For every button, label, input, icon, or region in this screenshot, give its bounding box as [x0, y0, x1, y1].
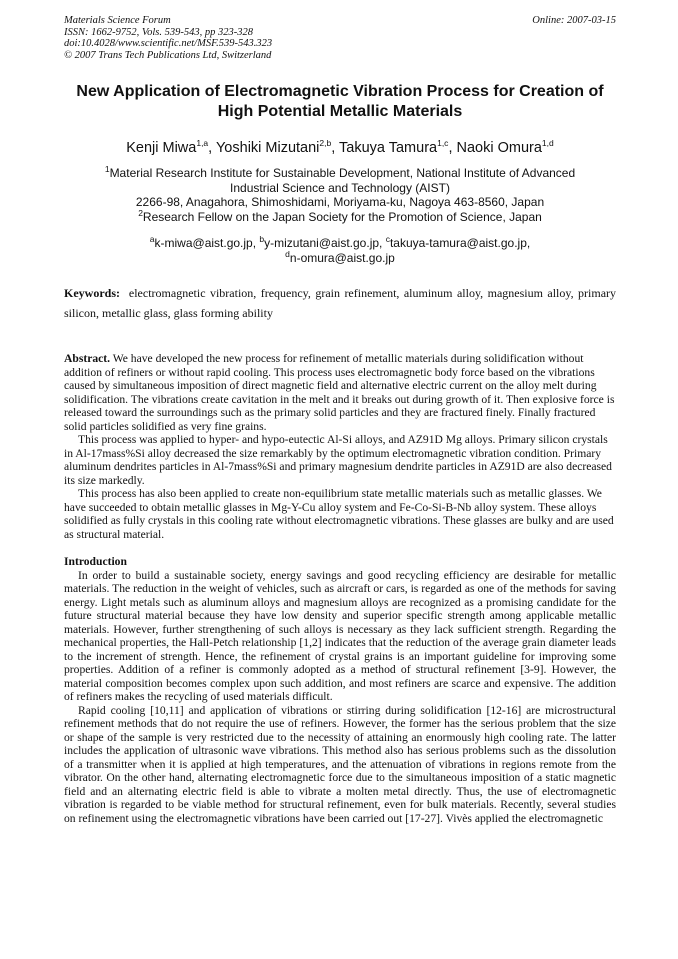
- online-date: Online: 2007-03-15: [532, 15, 616, 26]
- author-emails: [64, 236, 616, 265]
- affiliation-1-line-3: 2266-98, Anagahora, Shimoshidami, Moriyama-ku, Nagoya 463-8560, Japan: [135, 195, 545, 209]
- email-link[interactable]: k-miwa@aist.go.jp,: [154, 236, 260, 250]
- abstract-paragraph: This process was applied to hyper- and hypo-eutectic Al-Si alloys, and AZ91D Mg alloys. Primary silicon crystals in Al-17mass%Si alloy decreased the size remarkably by the optimum electromagnetic vibration condition. Primary aluminum dendrites particles in Al-7mass%Si and primary magnesium dendrite particles in AZ91D are also decreased its size markedly.: [64, 433, 612, 487]
- keywords-text: electromagnetic vibration, frequency, grain refinement, aluminum alloy, magnesium alloy, primary silicon, metallic glass, glass forming ability: [64, 286, 617, 320]
- section-heading-introduction: Introduction: [64, 555, 127, 568]
- email-mark: a: [149, 234, 155, 244]
- author-list: [64, 139, 616, 157]
- paper-body: [64, 352, 616, 825]
- author-separator: ,: [331, 140, 340, 156]
- author-separator: ,: [448, 140, 457, 156]
- email-link[interactable]: takuya-tamura@aist.go.jp,: [389, 236, 531, 250]
- journal-header: [64, 15, 616, 61]
- abstract-paragraph: This process has also been applied to create non-equilibrium state metallic materials such as metallic glasses. We have succeeded to obtain metallic glasses in Mg-Y-Cu alloy system and Fe-Co-Si-B-Nb alloy system. These alloys solidified as fully crystals in this cooling rate without electromagnetic vibrations. These glasses are bulky and are used as structural material.: [64, 487, 614, 541]
- abstract-paragraph: [64, 352, 616, 433]
- email-link[interactable]: y-mizutani@aist.go.jp,: [264, 236, 386, 250]
- author-affiliation-mark: 1,c: [437, 138, 449, 149]
- journal-name: Materials Science Forum: [64, 15, 171, 26]
- author-name: Takuya Tamura: [339, 140, 438, 156]
- email-link[interactable]: n-omura@aist.go.jp: [289, 250, 395, 265]
- abstract-text: We have developed the new process for refinement of metallic materials during solidification without addition of refiners or without rapid cooling. This process uses electromagnetic body force based on the vibrations caused by simultaneous imposition of direct magnetic field and alternative electric current on the alloy melt during solidification. The vibrations create cavitation in the melt and it breaks out during growth of it. Then explosive force is released toward the surroundings such as the primary solid particles and they are fractured finely. Finally fractured solid particles solidified as very fine grains.: [64, 352, 615, 433]
- affiliation-1-line-1: Material Research Institute for Sustainable Development, National Institute of Advanced: [109, 166, 576, 180]
- paper-title: New Application of Electromagnetic Vibration Process for Creation of High Potential Metallic Materials: [76, 83, 604, 120]
- author-affiliation-mark: 1,d: [541, 138, 554, 149]
- affiliation-1-line-2: Industrial Science and Technology (AIST): [230, 180, 450, 195]
- keywords-block: [64, 283, 616, 323]
- affiliation-1: [64, 166, 616, 210]
- keywords-label: Keywords:: [64, 286, 120, 300]
- author-name: Naoki Omura: [456, 140, 542, 156]
- copyright-line: © 2007 Trans Tech Publications Ltd, Switzerland: [64, 49, 272, 61]
- author-separator: ,: [208, 140, 216, 156]
- author-affiliation-mark: 2,b: [319, 138, 332, 149]
- doi-line: doi:10.4028/www.scientific.net/MSF.539-543.323: [64, 38, 273, 49]
- affiliation-mark: 2: [138, 208, 143, 218]
- introduction-paragraph: Rapid cooling [10,11] and application of vibrations or stirring during solidification [12-16] are microstructural refinement methods that do not require the use of refiners. However, the former has the serious problem that the size or shape of the sample is very restricted due to the necessity of attaining an enormously high cooling rate. The latter includes the application of ultrasonic wave vibrations. This method also has serious problems such as the dissolution of a transmitter when it is applied at high temperatures, and the attenuation of vibrations in regions remote from the vibrator. On the other hand, alternating electromagnetic force due to the simultaneous imposition of a static magnetic field and an alternating electric field is able to vibrate a molten metal directly. Thus, the use of electromagnetic vibration is regarded to be viable method for structural refinement, even for bulk materials. Recently, several studies on refinement using the electromagnetic vibrations have been carried out [17-27]. Vivès applied the electromagnetic: [64, 703, 616, 825]
- issn-line: ISSN: 1662-9752, Vols. 539-543, pp 323-328: [64, 26, 253, 38]
- affiliation-2: [64, 210, 616, 225]
- email-mark: b: [259, 234, 265, 244]
- author-affiliation-mark: 1,a: [196, 138, 209, 149]
- email-mark: c: [385, 234, 390, 244]
- email-mark: d: [285, 248, 290, 259]
- author-name: Kenji Miwa: [126, 140, 197, 156]
- abstract-label: Abstract.: [64, 352, 111, 365]
- affiliation-mark: 1: [104, 164, 110, 174]
- affiliation-2-text: Research Fellow on the Japan Society for the Promotion of Science, Japan: [142, 210, 542, 224]
- author-name: Yoshiki Mizutani: [215, 140, 320, 156]
- introduction-paragraph: In order to build a sustainable society, energy savings and good recycling efficiency are desirable for metallic materials. The reduction in the weight of vehicles, such as aircraft or cars, is regarded as one of the methods for saving energy. Light metals such as aluminum alloys and magnesium alloys are recognized as a promising candidate for the future structural material because they have low density and superior specific strength among applicable metallic materials. However, further strengthening of such alloys is necessary as they lack sufficient strength. Regarding the mechanical properties, the Hall-Petch relationship [1,2] indicates that the reduction of the average grain diameter leads to the increment of strength. Hence, the refinement of crystal grains is an important guideline for improving some properties. Addition of a refiner is commonly adopted as a method of structural refinement [3-9]. However, the material composition becomes complex upon such addition, and most refiners are scarce and expensive. The addition of refiners makes the recycling of used materials difficult.: [64, 568, 616, 703]
